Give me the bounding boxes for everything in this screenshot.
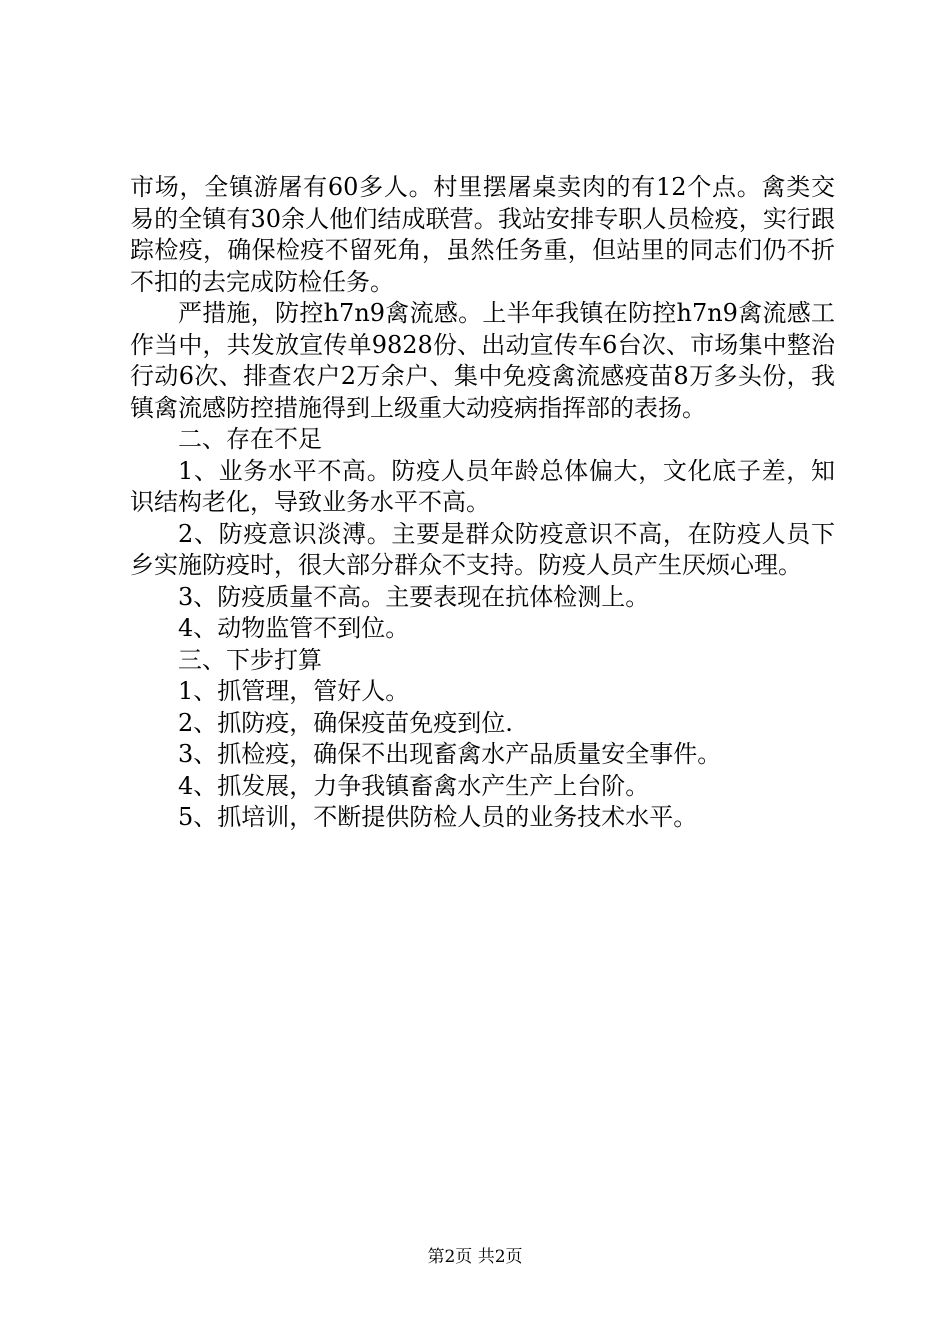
list-item-plan-4: 4、抓发展，力争我镇畜禽水产生产上台阶。 xyxy=(178,771,650,800)
document-body xyxy=(130,172,835,834)
list-item-plan-2: 2、抓防疫，确保疫苗免疫到位. xyxy=(178,708,513,737)
list-item-shortcoming-2: 2、防疫意识淡溥。主要是群众防疫意识不高，在防疫人员下乡实施防疫时，很大部分群众不支持。防疫人员产生厌烦心理。 xyxy=(130,519,835,579)
section-heading-shortcomings: 二、存在不足 xyxy=(178,425,322,453)
list-item-shortcoming-1: 1、业务水平不高。防疫人员年龄总体偏大，文化底子差，知识结构老化，导致业务水平不高。 xyxy=(130,456,835,516)
paragraph-h7n9-measures: 严措施，防控h7n9禽流感。上半年我镇在防控h7n9禽流感工作当中，共发放宣传单9828份、出动宣传车6台次、市场集中整治行动6次、排查农户2万余户、集中免疫禽流感疫苗8万多头份，我镇禽流感防控措施得到上级重大动疫病指挥部的表扬。 xyxy=(130,299,835,422)
section-heading-next-steps: 三、下步打算 xyxy=(178,645,322,674)
list-item-plan-1: 1、抓管理，管好人。 xyxy=(178,677,410,705)
list-item-shortcoming-4: 4、动物监管不到位。 xyxy=(178,614,410,642)
list-item-shortcoming-3: 3、防疫质量不高。主要表现在抗体检测上。 xyxy=(178,582,650,611)
paragraph-market: 市场，全镇游屠有60多人。村里摆屠桌卖肉的有12个点。禽类交易的全镇有30余人他们结成联营。我站安排专职人员检疫，实行跟踪检疫，确保检疫不留死角，虽然任务重，但站里的同志们仍不折不扣的去完成防检任务。 xyxy=(130,173,835,296)
list-item-plan-3: 3、抓检疫，确保不出现畜禽水产品质量安全事件。 xyxy=(178,740,722,768)
list-item-plan-5: 5、抓培训，不断提供防检人员的业务技术水平。 xyxy=(178,803,698,831)
page-number-footer: 第2页 共2页 xyxy=(427,1247,523,1267)
